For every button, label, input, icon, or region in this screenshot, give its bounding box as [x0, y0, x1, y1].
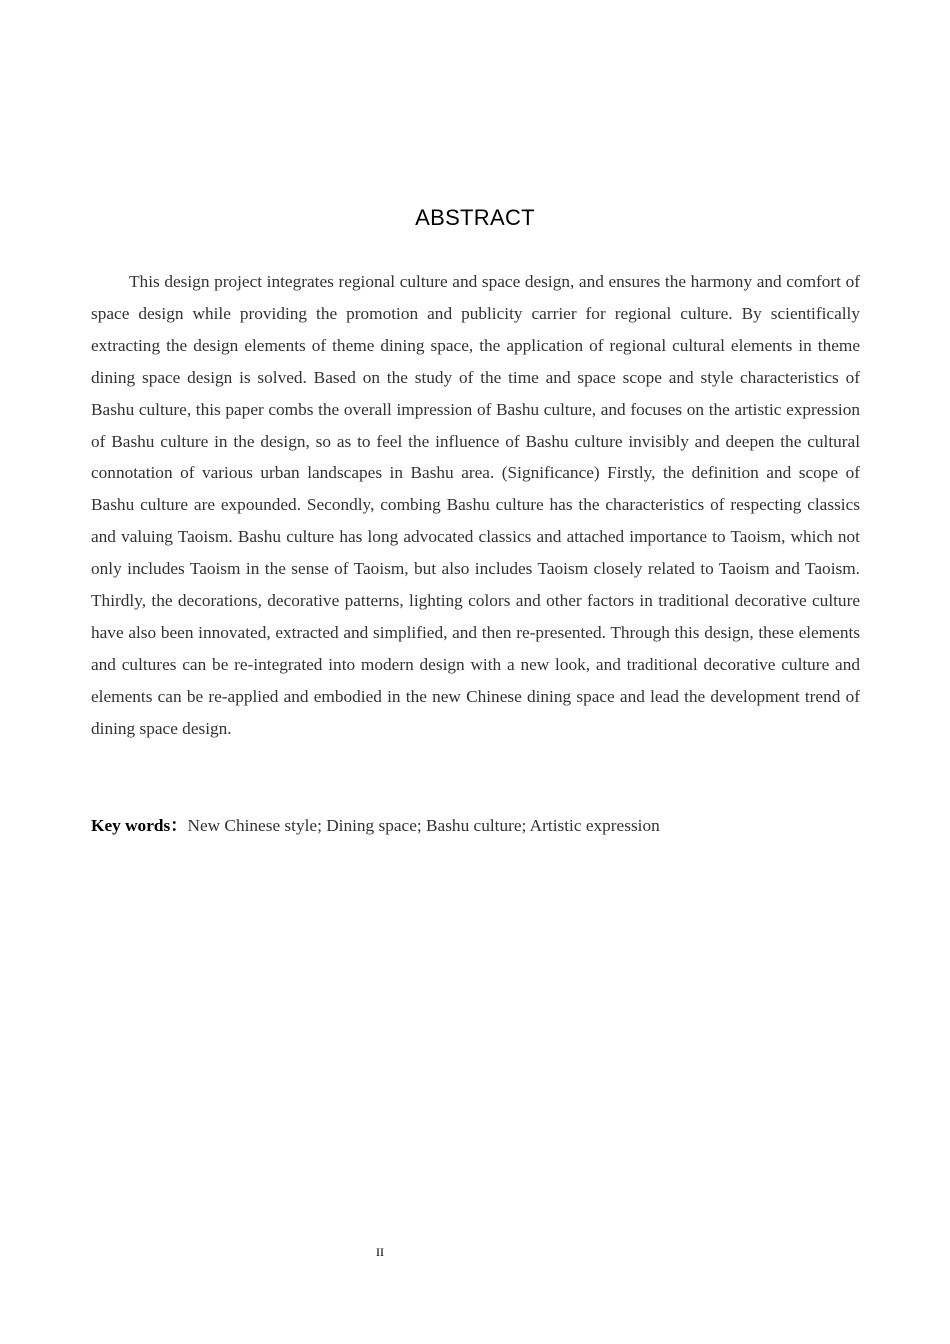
keywords-label: Key words：: [91, 816, 188, 835]
page-number: II: [376, 1245, 384, 1259]
abstract-heading: ABSTRACT: [415, 205, 535, 230]
keywords-line: [91, 810, 860, 842]
keywords-text: New Chinese style; Dining space; Bashu culture; Artistic expression: [187, 816, 660, 835]
abstract-body-text: This design project integrates regional culture and space design, and ensures the harmony and comfort of space design while providing the promotion and publicity carrier for regional culture. By scientifically extracting the design elements of theme dining space, the application of regional cultural elements in theme dining space design is solved. Based on the study of the time and space scope and style characteristics of Bashu culture, this paper combs the overall impression of Bashu culture, and focuses on the artistic expression of Bashu culture in the design, so as to feel the influence of Bashu culture invisibly and deepen the cultural connotation of various urban landscapes in Bashu area. (Significance) Firstly, the definition and scope of Bashu culture are expounded. Secondly, combing Bashu culture has the characteristics of respecting classics and valuing Taoism. Bashu culture has long advocated classics and attached importance to Taoism, which not only includes Taoism in the sense of Taoism, but also includes Taoism closely related to Taoism and Taoism. Thirdly, the decorations, decorative patterns, lighting colors and other factors in traditional decorative culture have also been innovated, extracted and simplified, and then re-presented. Through this design, these elements and cultures can be re-integrated into modern design with a new look, and traditional decorative culture and elements can be re-applied and embodied in the new Chinese dining space and lead the development trend of dining space design.: [91, 272, 860, 738]
